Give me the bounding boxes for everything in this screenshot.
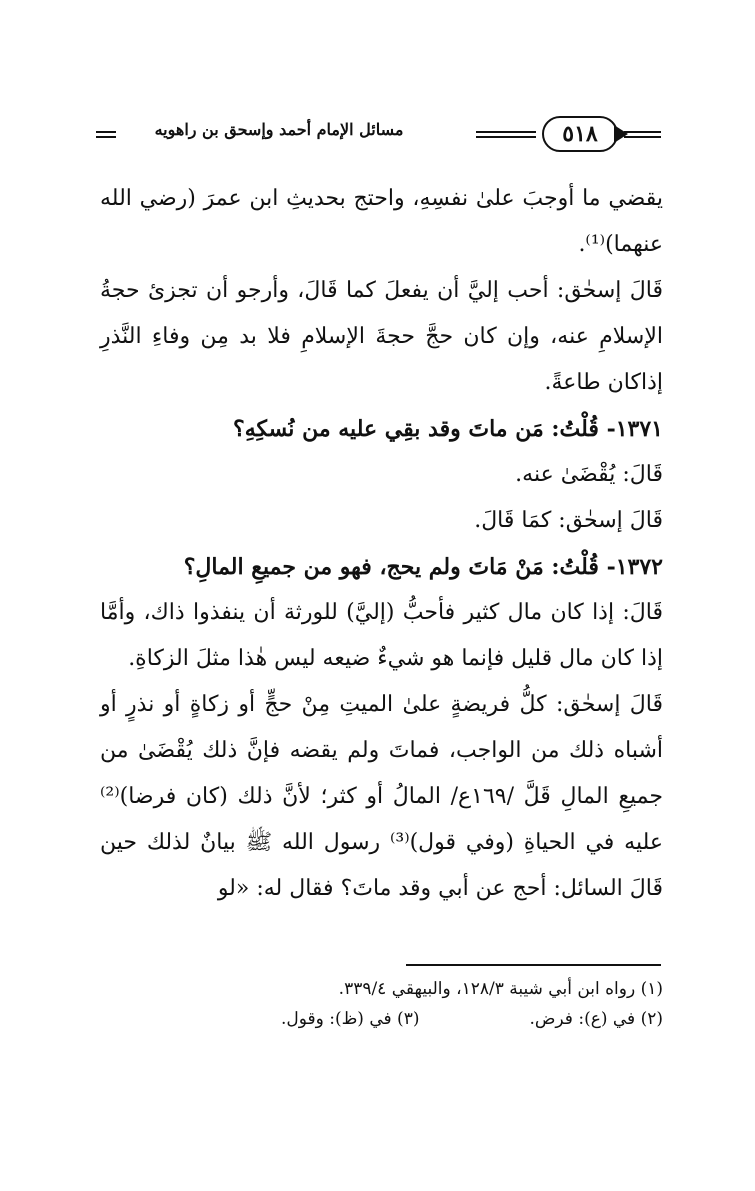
- main-text: [100, 176, 663, 912]
- question-1372: ١٣٧٢- قُلْتُ: مَنْ مَاتَ ولم يحج، فهو من جميعِ المالِ؟: [183, 554, 663, 580]
- footnote-separator: [406, 964, 661, 966]
- paragraph: قَالَ إسحٰق: كلُّ فريضةٍ علىٰ الميتِ مِنْ حجٍّ أو زكاةٍ أو نذرٍ أو أشباه ذلك من الواجب، فماتَ ولم يقضه فإنَّ ذلك يُقْضَىٰ من جميعِ المالِ قَلَّ /١٦٩ع/ المالُ أو كثر؛ لأنَّ ذلك (كان فرضا)⁽²⁾ عليه في الحياةِ (وفي قول)⁽³⁾ رسول الله ﷺ بيانٌ لذلك حين قَالَ السائل: أحج عن أبي وقد ماتَ؟ فقال له: «لو: [100, 692, 663, 901]
- paragraph: قَالَ إسحٰق: أحب إليَّ أن يفعلَ كما قَالَ، وأرجو أن تجزئ حجةُ الإسلامِ عنه، وإن كان حجَّ حجةَ الإسلامِ فلا بد مِن وفاءِ النَّذرِ إذاكان طاعةً.: [100, 278, 663, 395]
- footnote-3: (٣) في (ظ): وقول.: [280, 1009, 420, 1029]
- paragraph: قَالَ: يُقْضَىٰ عنه.: [515, 462, 663, 487]
- page-header: [96, 114, 661, 156]
- page-number: ٥١٨: [542, 116, 618, 152]
- paragraph: قَالَ: إذا كان مال كثير فأحبُّ (إليَّ) للورثة أن ينفذوا ذاك، وأمَّا إذا كان مال قليل فإنما هو شيءٌ ضيعه ليس هٰذا مثلَ الزكاةِ.: [100, 600, 663, 671]
- question-1371: ١٣٧١- قُلْتُ: مَن ماتَ وقد بقِي عليه من نُسكِهِ؟: [233, 416, 663, 442]
- footnote-row: [100, 1004, 663, 1034]
- paragraph: قَالَ إسحٰق: كمَا قَالَ.: [474, 508, 663, 533]
- header-rule-middle: [476, 131, 536, 138]
- running-title: مسائل الإمام أحمد وإسحق بن راهويه: [154, 120, 404, 139]
- header-rule-right: [624, 131, 661, 138]
- footnotes: [100, 974, 663, 1034]
- footnote-1: (١) رواه ابن أبي شيبة ١٢٨/٣، والبيهقي ٣٣٩/٤.: [338, 979, 663, 999]
- footnote-2: (٢) في (ع): فرض.: [529, 1009, 663, 1029]
- paragraph: يقضي ما أوجبَ علىٰ نفسِهِ، واحتج بحديثِ ابن عمرَ (رضي الله عنهما)⁽¹⁾.: [100, 186, 663, 257]
- header-rule-left: [96, 131, 116, 138]
